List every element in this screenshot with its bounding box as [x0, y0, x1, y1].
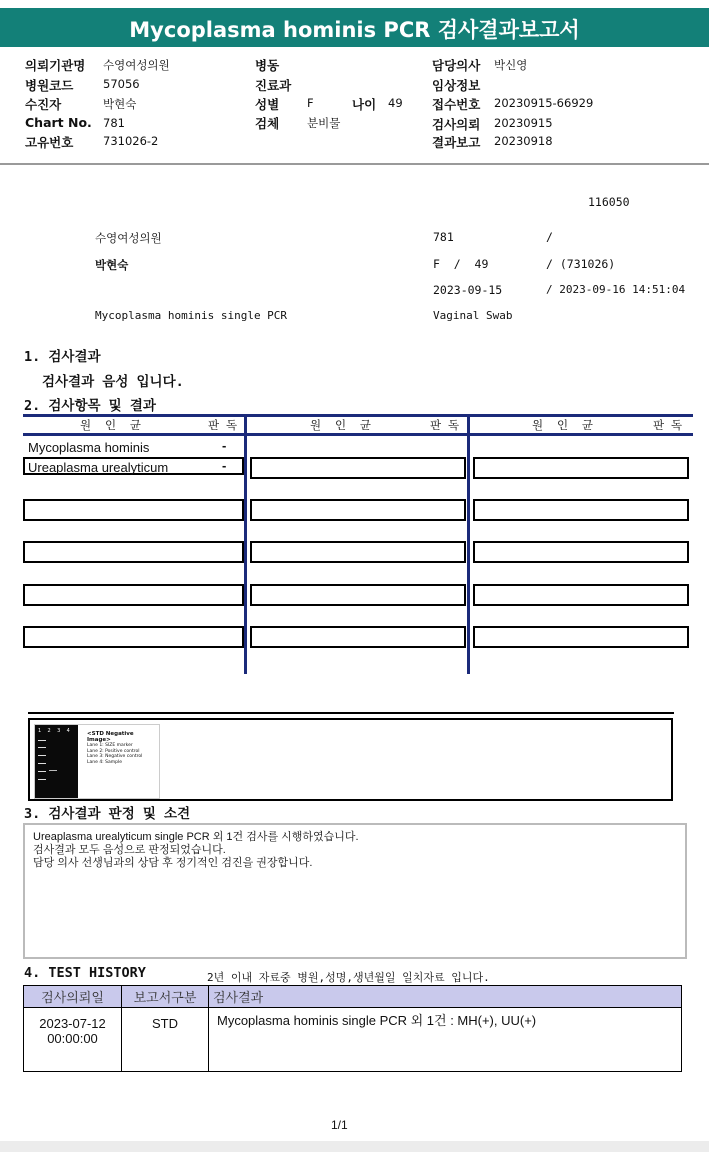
history-table: [23, 985, 682, 1072]
result-box: [473, 457, 689, 479]
marker-band: [38, 763, 46, 764]
table-divider-1: [244, 414, 247, 674]
item-result: -: [222, 458, 227, 473]
result-box: [23, 584, 244, 606]
value-unique-id: 731026-2: [103, 134, 159, 148]
value-sex: F: [307, 96, 314, 110]
gel-legend-line: Lane 2: Positive control: [87, 748, 140, 754]
value-hospital-code: 57056: [103, 77, 140, 91]
result-box: [473, 499, 689, 521]
label-request-date: 검사의뢰: [432, 117, 481, 132]
gel-image: [34, 724, 160, 799]
col-pathogen-2: 원 인 균: [310, 418, 372, 432]
result-box: [250, 541, 466, 563]
label-report-date: 결과보고: [432, 135, 481, 150]
label-receipt-no: 접수번호: [432, 97, 481, 112]
interpretation-line: Ureaplasma urealyticum single PCR 외 1건 검사를 시행하였습니다.: [33, 831, 359, 843]
positive-band: [49, 770, 57, 771]
label-specimen: 검체: [255, 116, 280, 131]
interpretation-line: 검사결과 모두 음성으로 판정되었습니다.: [33, 844, 226, 856]
history-note: 2년 이내 자료중 병원,성명,생년월일 일치자료 입니다.: [207, 971, 490, 984]
item-name: Ureaplasma urealyticum: [28, 460, 169, 475]
item-name: Mycoplasma hominis: [28, 440, 150, 455]
gel-lanes: [35, 725, 78, 798]
section3-title: 3. 검사결과 판정 및 소견: [24, 806, 191, 822]
info-patient: 박현숙: [95, 258, 129, 272]
table-row: [24, 1008, 682, 1072]
section1-title: 1. 검사결과: [24, 349, 101, 365]
label-chart-no: Chart No.: [25, 115, 92, 130]
label-requesting-clinic: 의뢰기관명: [25, 58, 86, 73]
label-department: 진료과: [255, 78, 292, 93]
value-patient: 박현숙: [103, 97, 137, 111]
marker-band: [38, 755, 46, 756]
history-date: 2023-07-12: [39, 1016, 106, 1031]
info-date2: / 2023-09-16 14:51:04: [546, 283, 686, 296]
value-specimen: 분비물: [307, 116, 341, 130]
col-judgement-1: 판 독: [208, 418, 238, 432]
info-date1: 2023-09-15: [433, 283, 503, 297]
table-header-rule: [23, 433, 693, 436]
result-box: [473, 541, 689, 563]
header-divider: [0, 163, 709, 165]
page-number: 1/1: [331, 1118, 348, 1132]
info-slash: /: [546, 230, 553, 244]
gel-title: <STD Negative Image>: [87, 731, 134, 743]
info-test-name: Mycoplasma hominis single PCR: [95, 309, 288, 322]
label-age: 나이: [352, 97, 377, 112]
result-box: [250, 626, 466, 648]
report-title-bar: [0, 8, 709, 47]
marker-band: [38, 771, 46, 772]
history-result: Mycoplasma hominis single PCR 외 1건 : MH(+), UU(+): [209, 1008, 682, 1072]
info-hospital: 수영여성의원: [95, 231, 162, 245]
value-age: 49: [388, 96, 403, 110]
interpretation-line: 담당 의사 선생님과의 상담 후 정기적인 검진을 권장합니다.: [33, 857, 313, 869]
label-hospital-code: 병원코드: [25, 78, 74, 93]
info-id: / (731026): [546, 257, 616, 271]
result-box: [250, 457, 466, 479]
value-report-date: 20230918: [494, 134, 553, 148]
col-judgement-2: 판 독: [430, 418, 460, 432]
info-sex-age: F / 49: [433, 257, 489, 271]
label-unique-id: 고유번호: [25, 135, 74, 150]
history-col-type: 보고서구분: [122, 986, 209, 1008]
info-chart: 781: [433, 230, 454, 244]
section1-result: 검사결과 음성 입니다.: [42, 374, 184, 390]
col-pathogen-1: 원 인 균: [80, 418, 142, 432]
section2-title: 2. 검사항목 및 결과: [24, 398, 156, 414]
result-box: [473, 626, 689, 648]
report-title: Mycoplasma hominis PCR 검사결과보고서: [129, 18, 580, 42]
history-type: STD: [122, 1008, 209, 1072]
section4-title: 4. TEST HISTORY: [24, 965, 146, 981]
value-receipt-no: 20230915-66929: [494, 96, 594, 110]
page-footer-bar: [0, 1141, 709, 1152]
label-clinical-info: 임상정보: [432, 78, 481, 93]
marker-band: [38, 740, 46, 741]
gel-legend-line: Lane 3: Negative control: [87, 754, 143, 759]
value-request-date: 20230915: [494, 116, 553, 130]
value-physician: 박신영: [494, 58, 528, 72]
col-pathogen-3: 원 인 균: [532, 418, 594, 432]
history-time: 00:00:00: [47, 1031, 98, 1046]
info-specimen: Vaginal Swab: [433, 309, 513, 322]
value-requesting-clinic: 수영여성의원: [103, 58, 170, 72]
result-box: [250, 584, 466, 606]
interpretation-box: [23, 823, 687, 959]
lane-number: 4: [66, 728, 70, 734]
info-code: 116050: [588, 195, 630, 209]
value-chart-no: 781: [103, 116, 125, 130]
result-box: [23, 541, 244, 563]
label-physician: 담당의사: [432, 58, 481, 73]
result-box: [473, 584, 689, 606]
history-header-row: [24, 986, 682, 1008]
history-date-cell: [24, 1008, 122, 1072]
gel-legend-line: Lane 1: SIZE marker: [87, 743, 133, 748]
table-divider-2: [467, 414, 470, 674]
history-col-result: 검사결과: [209, 986, 682, 1008]
result-box: [250, 499, 466, 521]
label-patient: 수진자: [25, 97, 62, 112]
history-col-date: 검사의뢰일: [24, 986, 122, 1008]
marker-band: [38, 747, 46, 748]
col-judgement-3: 판 독: [653, 418, 683, 432]
lane-number: 2: [47, 728, 51, 734]
label-ward: 병동: [255, 58, 280, 73]
result-box: [23, 499, 244, 521]
gel-top-rule: [28, 712, 674, 714]
gel-legend-line: Lane 4: Sample: [87, 759, 122, 765]
marker-band: [38, 779, 46, 780]
lane-number: 1: [38, 728, 42, 734]
label-sex: 성별: [255, 97, 280, 112]
item-result: -: [222, 438, 227, 453]
lane-number: 3: [57, 728, 61, 734]
result-box: [23, 626, 244, 648]
